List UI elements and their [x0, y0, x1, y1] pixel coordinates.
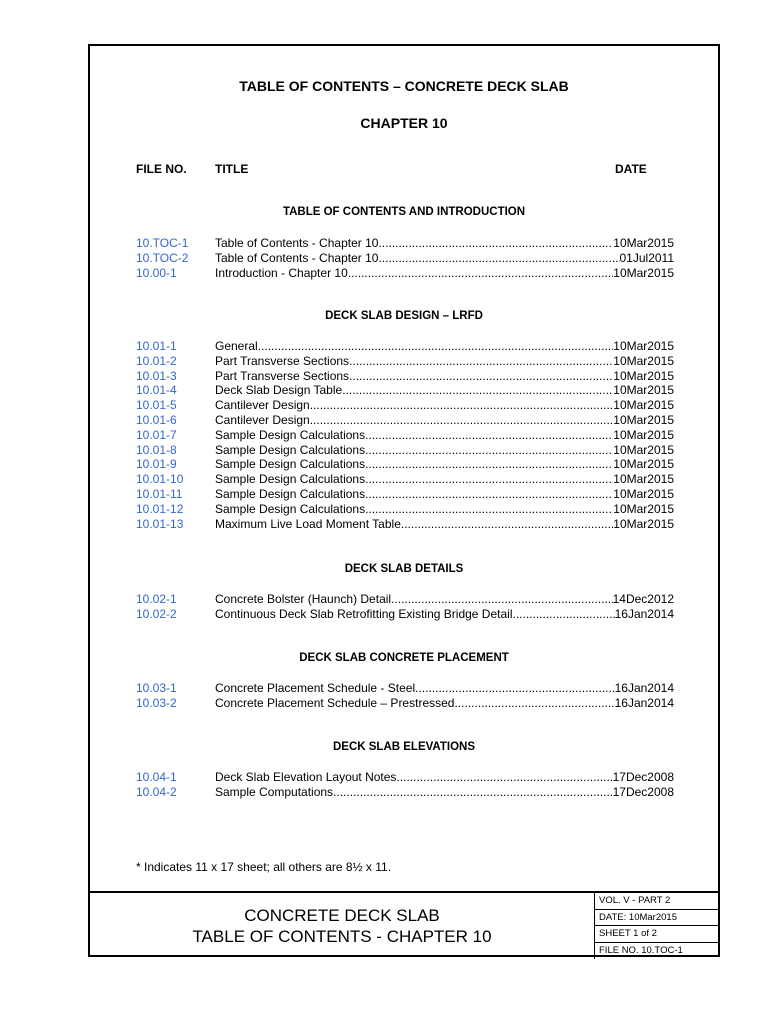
toc-entry — [90, 472, 718, 487]
file-number-link[interactable]: 10.02-2 — [136, 606, 177, 621]
entry-title: Table of Contents - Chapter 10 — [215, 236, 379, 250]
entry-date: 17Dec2008 — [612, 784, 674, 799]
column-header-date: DATE — [615, 162, 647, 176]
toc-entry — [90, 369, 718, 384]
file-number-link[interactable]: 10.01-9 — [136, 457, 177, 472]
entry-date: 10Mar2015 — [613, 427, 674, 442]
entry-date: 10Mar2015 — [613, 265, 674, 280]
file-number-link[interactable]: 10.01-6 — [136, 412, 177, 427]
entry-date: 16Jan2014 — [614, 681, 674, 695]
section-entries — [90, 592, 718, 622]
section-title: TABLE OF CONTENTS AND INTRODUCTION — [282, 206, 526, 218]
sheet-cell: SHEET 1 of 2 — [595, 926, 718, 943]
entry-title: Deck Slab Design Table — [215, 383, 343, 398]
toc-entry — [90, 443, 718, 458]
entry-title: Sample Computations — [215, 784, 334, 799]
volume-cell: VOL. V - PART 2 — [595, 893, 718, 910]
entry-date: 10Mar2015 — [613, 457, 674, 472]
file-number-link[interactable]: 10.01-8 — [136, 442, 177, 457]
entry-title: General — [215, 339, 258, 353]
entry-title: Sample Design Calculations — [215, 427, 366, 442]
toc-entry — [90, 592, 718, 607]
file-no-cell: FILE NO. 10.TOC-1 — [599, 944, 683, 956]
entry-title: Maximum Live Load Moment Table — [215, 516, 401, 531]
file-number-link[interactable]: 10.01-5 — [136, 398, 177, 413]
toc-entry — [90, 770, 718, 785]
file-number-link[interactable]: 10.01-4 — [136, 383, 177, 398]
file-number-link[interactable]: 10.TOC-1 — [136, 236, 189, 250]
page-title: TABLE OF CONTENTS – CONCRETE DECK SLAB — [239, 78, 569, 94]
section-title: DECK SLAB DETAILS — [344, 563, 464, 575]
leader-dots — [310, 398, 614, 413]
entry-date: 10Mar2015 — [613, 486, 674, 501]
entry-date: 14Dec2012 — [612, 592, 674, 606]
leader-dots — [348, 266, 614, 281]
entry-title: Sample Design Calculations — [215, 472, 366, 487]
entry-date: 10Mar2015 — [613, 353, 674, 368]
section-title: DECK SLAB DESIGN – LRFD — [325, 310, 483, 322]
column-header-title: TITLE — [215, 162, 249, 176]
file-number-link[interactable]: 10.TOC-2 — [136, 250, 189, 265]
title-block-info — [595, 893, 718, 959]
entry-date: 10Mar2015 — [613, 383, 674, 398]
leader-dots — [349, 369, 613, 384]
toc-entry — [90, 236, 718, 251]
entry-title: Introduction - Chapter 10 — [215, 265, 348, 280]
leader-dots — [365, 443, 613, 458]
entry-title: Part Transverse Sections — [215, 368, 350, 383]
entry-date: 10Mar2015 — [613, 236, 674, 250]
section-entries — [90, 236, 718, 280]
leader-dots — [401, 517, 613, 532]
file-number-link[interactable]: 10.03-2 — [136, 695, 177, 710]
file-number-link[interactable]: 10.04-2 — [136, 784, 177, 799]
file-number-link[interactable]: 10.01-12 — [136, 501, 184, 516]
toc-entry — [90, 398, 718, 413]
entry-date: 10Mar2015 — [613, 442, 674, 457]
leader-dots — [415, 681, 615, 696]
toc-content — [90, 46, 718, 891]
entry-title: Cantilever Design — [215, 398, 310, 413]
leader-dots — [310, 413, 614, 428]
leader-dots — [365, 457, 613, 472]
leader-dots — [396, 770, 612, 785]
entry-date: 10Mar2015 — [613, 501, 674, 516]
entry-date: 10Mar2015 — [613, 472, 674, 487]
sheet-size-footnote: * Indicates 11 x 17 sheet; all others are 8½ x 11. — [136, 860, 392, 874]
toc-entry — [90, 266, 718, 281]
entry-date: 10Mar2015 — [613, 516, 674, 531]
toc-entry — [90, 354, 718, 369]
file-number-link[interactable]: 10.02-1 — [136, 592, 177, 606]
leader-dots — [365, 428, 613, 443]
file-number-link[interactable]: 10.03-1 — [136, 681, 177, 695]
section-entries — [90, 681, 718, 711]
toc-entry — [90, 681, 718, 696]
leader-dots — [258, 339, 614, 354]
entry-date: 16Jan2014 — [614, 606, 674, 621]
file-number-link[interactable]: 10.01-7 — [136, 427, 177, 442]
file-number-link[interactable]: 10.00-1 — [136, 265, 177, 280]
section-entries — [90, 339, 718, 531]
entry-date: 10Mar2015 — [613, 339, 674, 353]
toc-entry — [90, 607, 718, 622]
column-header-file-no: FILE NO. — [136, 162, 187, 176]
toc-entry — [90, 487, 718, 502]
chapter-heading: CHAPTER 10 — [360, 115, 448, 131]
entry-title: Concrete Bolster (Haunch) Detail — [215, 592, 392, 606]
section-title: DECK SLAB CONCRETE PLACEMENT — [299, 652, 509, 664]
file-number-link[interactable]: 10.01-10 — [136, 472, 184, 487]
entry-title: Sample Design Calculations — [215, 442, 366, 457]
leader-dots — [365, 472, 613, 487]
entry-title: Sample Design Calculations — [215, 457, 366, 472]
entry-date: 17Dec2008 — [612, 770, 674, 784]
toc-entry — [90, 383, 718, 398]
toc-entry — [90, 428, 718, 443]
toc-entry — [90, 696, 718, 711]
leader-dots — [365, 502, 613, 517]
leader-dots — [454, 696, 614, 711]
entry-date: 01Jul2011 — [619, 250, 674, 265]
title-block-line1: CONCRETE DECK SLAB — [244, 906, 440, 925]
entry-date: 10Mar2015 — [613, 398, 674, 413]
entry-title: Sample Design Calculations — [215, 486, 366, 501]
section-title: DECK SLAB ELEVATIONS — [332, 741, 476, 753]
file-number-link[interactable]: 10.01-3 — [136, 368, 177, 383]
file-number-link[interactable]: 10.01-1 — [136, 339, 177, 353]
entry-title: Concrete Placement Schedule – Prestressed — [215, 695, 455, 710]
entry-title: Part Transverse Sections — [215, 353, 350, 368]
title-block-main — [90, 893, 595, 959]
entry-title: Concrete Placement Schedule - Steel — [215, 681, 416, 695]
file-number-link[interactable]: 10.04-1 — [136, 770, 177, 784]
entry-date: 10Mar2015 — [613, 412, 674, 427]
leader-dots — [333, 785, 613, 800]
toc-entry — [90, 502, 718, 517]
entry-title: Deck Slab Elevation Layout Notes — [215, 770, 397, 784]
entry-date: 10Mar2015 — [613, 368, 674, 383]
leader-dots — [391, 592, 613, 607]
leader-dots — [365, 487, 613, 502]
leader-dots — [342, 383, 613, 398]
toc-entry — [90, 785, 718, 800]
toc-entry — [90, 517, 718, 532]
date-cell: DATE: 10Mar2015 — [595, 910, 718, 927]
entry-title: Sample Design Calculations — [215, 501, 366, 516]
toc-entry — [90, 413, 718, 428]
entry-date: 16Jan2014 — [614, 695, 674, 710]
leader-dots — [378, 236, 613, 251]
entry-title: Continuous Deck Slab Retrofitting Existing Bridge Detail — [215, 606, 513, 621]
toc-entry — [90, 339, 718, 354]
file-number-link[interactable]: 10.01-2 — [136, 353, 177, 368]
file-number-link[interactable]: 10.01-13 — [136, 516, 184, 531]
file-number-link[interactable]: 10.01-11 — [136, 486, 183, 501]
section-entries — [90, 770, 718, 800]
entry-title: Table of Contents - Chapter 10 — [215, 250, 379, 265]
toc-entry — [90, 251, 718, 266]
entry-title: Cantilever Design — [215, 412, 310, 427]
title-block — [90, 891, 718, 959]
leader-dots — [378, 251, 619, 266]
leader-dots — [349, 354, 613, 369]
title-block-line2: TABLE OF CONTENTS - CHAPTER 10 — [192, 927, 492, 946]
page-frame — [88, 44, 720, 957]
toc-entry — [90, 457, 718, 472]
leader-dots — [512, 607, 614, 622]
